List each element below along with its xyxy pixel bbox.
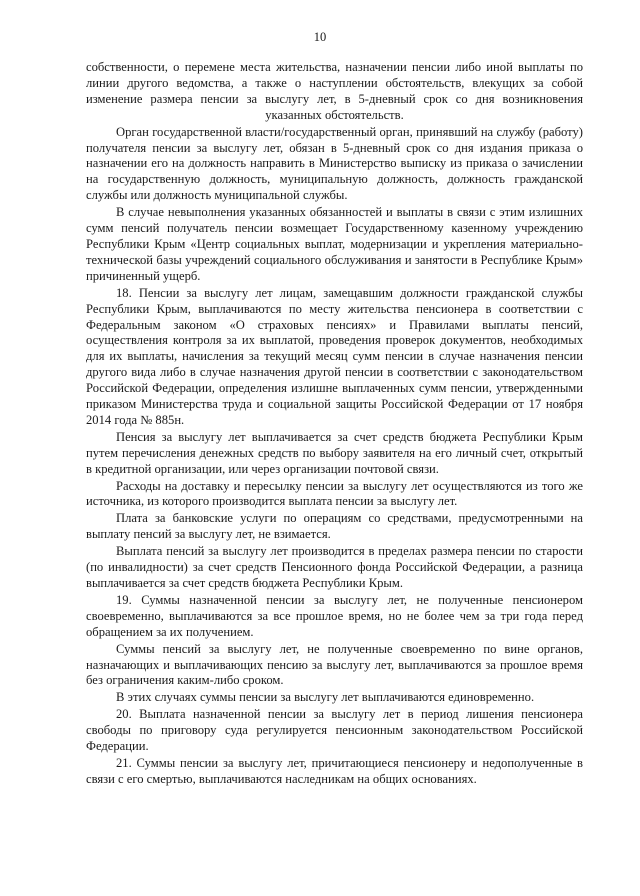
paragraph-bank-fees: Плата за банковские услуги по операциям со средствами, предусмотренными на выплату пенсий за выслугу лет, не взимается. (86, 511, 583, 542)
paragraph-damage-compensation: В случае невыполнения указанных обязанностей и выплаты в связи с этим излишних сумм пенсий получатель пенсии возмещает Государственному казенному учреждению Республики Крым «Центр социальных выплат, модернизации и укрепления материально-технической базы учреждений социального обслуживания и занятости в Республике Крым» причиненный ущерб. (86, 205, 583, 283)
paragraph-continuation: собственности, о перемене места жительства, назначении пенсии либо иной выплаты по линии другого ведомства, а также о наступлении обстоятельств, влекущих за собой изменение размера пенсии за выслугу лет, в 5-дневный срок со дня возникновения указанных обстоятельств. (86, 60, 583, 122)
document-body (86, 60, 583, 788)
paragraph-delivery-costs: Расходы на доставку и пересылку пенсии за выслугу лет осуществляются из того же источника, из которого производится выплата пенсии за выслугу лет. (86, 478, 583, 509)
paragraph-lump-sum: В этих случаях суммы пенсии за выслугу лет выплачиваются единовременно. (116, 690, 535, 705)
paragraph-clause-21: 21. Суммы пенсии за выслугу лет, причитающиеся пенсионеру и недополученные в связи с его смертью, выплачиваются наследникам на общих основаниях. (86, 755, 583, 786)
paragraph-pension-payment-source: Пенсия за выслугу лет выплачивается за счет средств бюджета Республики Крым путем перечисления денежных средств по выбору заявителя на его личный счет, открытый в кредитной организации, или через организации почтовой связи. (86, 429, 583, 476)
paragraph-unpaid-by-fault: Суммы пенсий за выслугу лет, не полученные своевременно по вине органов, назначающих и выплачивающих пенсию за выслугу лет, выплачиваются за прошлое время без ограничения каким-либо сроком. (86, 641, 583, 688)
paragraph-clause-19: 19. Суммы назначенной пенсии за выслугу лет, не полученные пенсионером своевременно, выплачиваются за все прошлое время, но не более чем за три года перед обращением за их получением. (86, 592, 583, 639)
paragraph-payment-limits: Выплата пенсий за выслугу лет производится в пределах размера пенсии по старости (по инвалидности) за счет средств Пенсионного фонда Российской Федерации, а разница выплачивается за счет средств бюджета Республики Крым. (86, 544, 583, 590)
paragraph-employer-duty: Орган государственной власти/государственный орган, принявший на службу (работу) получателя пенсии за выслугу лет, обязан в 5-дневный срок со дня издания приказа о назначении его на должность направить в Министерство выписку из приказа о зачислении на государственную должность, муниципальную должность, должность гражданской службы или должность муниципальной службы. (86, 124, 583, 203)
paragraph-clause-20: 20. Выплата назначенной пенсии за выслугу лет в период лишения пенсионера свободы по приговору суда регулируется пенсионным законодательством Российской Федерации. (86, 707, 583, 754)
page-number: 10 (313, 30, 327, 44)
paragraph-clause-18: 18. Пенсии за выслугу лет лицам, замещавшим должности гражданской службы Республики Крым, выплачиваются по месту жительства пенсионера в соответствии с Федеральным законом «О страховых пенсиях» и Правилами выплаты пенсий, осуществления контроля за их выплатой, проведения проверок документов, необходимых для их выплаты, начисления за текущий месяц сумм пенсии в случае назначения пенсии другого вида либо в случае назначения другой пенсии в соответствии с законодательством Российской Федерации, определения излишне выплаченных сумм пенсии, утвержденными приказом Министерства труда и социальной защиты Российской Федерации от 17 ноября 2014 года № 885н. (86, 285, 583, 427)
